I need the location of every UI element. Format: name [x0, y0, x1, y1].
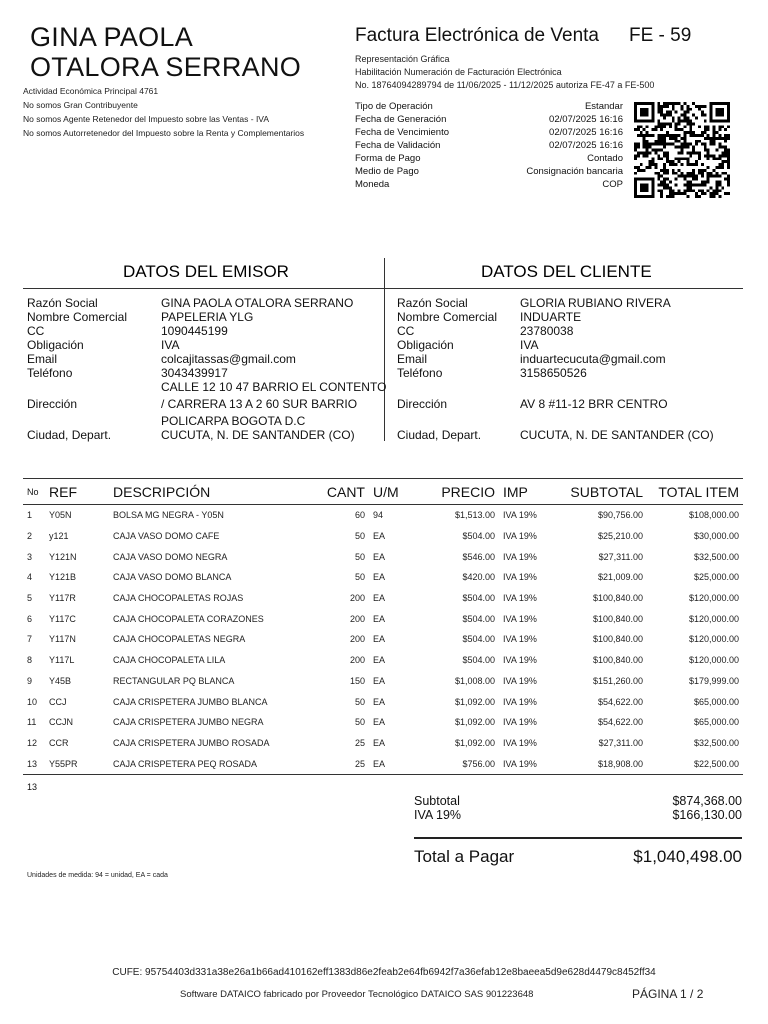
cell-imp: IVA 19% — [499, 753, 555, 774]
col-desc: DESCRIPCIÓN — [109, 479, 321, 505]
cell-cant: 50 — [354, 717, 365, 728]
meta-value: Consignación bancaria — [526, 166, 623, 177]
cell-cant: 50 — [354, 531, 365, 542]
subtotal-value: $874,368.00 — [672, 794, 742, 808]
meta-row — [355, 126, 623, 139]
meta-value: COP — [602, 179, 623, 190]
cell-precio: $1,008.00 — [454, 675, 495, 686]
table-row — [23, 505, 743, 526]
issuer-info-line: Actividad Económica Principal 4761 — [23, 86, 159, 96]
cell-ref: Y45B — [49, 675, 72, 686]
resolution-text: No. 18764094289794 de 11/06/2025 - 11/12/2025 autoriza FE-47 a FE-500 — [355, 80, 655, 90]
items-table — [23, 478, 743, 775]
cell-no: 12 — [27, 737, 38, 748]
cell-ref: CCJ — [49, 696, 67, 707]
cell-no: 1 — [27, 510, 33, 521]
label: Obligación — [397, 338, 454, 352]
cell-um: EA — [373, 551, 386, 562]
cell-subtotal: $54,622.00 — [597, 696, 643, 707]
cell-um: EA — [373, 531, 386, 542]
table-row — [23, 629, 743, 650]
cell-precio: $1,092.00 — [454, 737, 495, 748]
label: Ciudad, Depart. — [27, 428, 112, 442]
table-row — [23, 526, 743, 547]
cell-total: $120,000.00 — [688, 634, 739, 645]
cell-imp: IVA 19% — [503, 593, 537, 604]
table-row — [23, 671, 743, 692]
cell-desc: CAJA CRISPETERA JUMBO ROSADA — [113, 737, 270, 748]
section-divider — [23, 288, 743, 289]
emitter-direccion-3: POLICARPA BOGOTA D.C — [161, 414, 306, 428]
cell-desc: CAJA VASO DOMO CAFE — [113, 531, 220, 542]
cell-total: $65,000.00 — [693, 696, 739, 707]
cell-no: 7 — [27, 634, 33, 645]
table-header — [23, 479, 743, 505]
client-obligacion: IVA — [520, 338, 539, 352]
meta-row — [355, 113, 623, 126]
cell-no: 9 — [27, 675, 33, 686]
col-no: No — [23, 479, 45, 505]
cell-cant: 200 — [349, 655, 365, 666]
invoice-subtitle — [355, 53, 654, 92]
label: Dirección — [27, 397, 78, 411]
client-ciudad: CUCUTA, N. DE SANTANDER (CO) — [520, 428, 714, 442]
cell-no: 11 — [27, 717, 37, 728]
cell-imp: IVA 19% — [503, 696, 537, 707]
cell-precio: $504.00 — [462, 593, 495, 604]
qr-code-icon — [634, 102, 730, 198]
subtotal-label: Subtotal — [414, 794, 460, 808]
cell-total: $32,500.00 — [693, 737, 739, 748]
label: Dirección — [397, 397, 448, 411]
meta-value: 02/07/2025 16:16 — [549, 127, 623, 138]
issuer-info — [23, 84, 304, 140]
cell-total: $25,000.00 — [693, 572, 739, 583]
meta-label: Medio de Pago — [355, 166, 419, 177]
column-divider — [384, 258, 385, 441]
emitter-heading: DATOS DEL EMISOR — [123, 262, 289, 281]
table-row — [23, 733, 743, 754]
emitter-ciudad: CUCUTA, N. DE SANTANDER (CO) — [161, 428, 355, 442]
cell-ref: Y05N — [49, 510, 72, 521]
cell-imp: IVA 19% — [503, 655, 537, 666]
iva-label: IVA 19% — [414, 808, 462, 822]
label: Ciudad, Depart. — [397, 428, 482, 442]
client-telefono: 3158650526 — [520, 366, 587, 380]
cell-um: EA — [373, 717, 386, 728]
grand-total — [414, 847, 742, 867]
client-razon: GLORIA RUBIANO RIVERA — [520, 296, 671, 310]
meta-value: 02/07/2025 16:16 — [549, 140, 623, 151]
emitter-section — [27, 296, 387, 446]
col-precio: PRECIO — [421, 479, 499, 505]
cell-imp: IVA 19% — [503, 510, 537, 521]
cell-total: $120,000.00 — [688, 655, 739, 666]
cell-um: EA — [373, 593, 386, 604]
cell-total: $108,000.00 — [688, 510, 739, 521]
cell-cant: 25 — [321, 753, 369, 774]
meta-label: Fecha de Generación — [355, 114, 447, 125]
cell-um: EA — [373, 737, 386, 748]
cell-precio: $1,513.00 — [454, 510, 495, 521]
client-comercial: INDUARTE — [520, 310, 582, 324]
cell-no: 5 — [27, 593, 33, 604]
cell-subtotal: $100,840.00 — [592, 613, 643, 624]
cell-cant: 200 — [349, 634, 365, 645]
units-note: Unidades de medida: 94 = unidad, EA = cada — [27, 872, 168, 879]
meta-value: 02/07/2025 16:16 — [549, 114, 623, 125]
client-direccion: AV 8 #11-12 BRR CENTRO — [520, 397, 668, 411]
totals-section — [414, 794, 742, 822]
cell-desc: CAJA CHOCOPALETAS ROJAS — [113, 593, 244, 604]
label: Email — [27, 352, 58, 366]
cell-desc: CAJA CHOCOPALETAS NEGRA — [113, 634, 246, 645]
table-row — [23, 712, 743, 733]
cell-imp: IVA 19% — [503, 737, 537, 748]
meta-row — [355, 165, 623, 178]
table-row — [23, 753, 743, 774]
cell-no: 8 — [27, 655, 33, 666]
meta-row — [355, 139, 623, 152]
label: Teléfono — [397, 366, 443, 380]
label: Nombre Comercial — [27, 310, 128, 324]
cell-ref: Y117R — [49, 593, 76, 604]
meta-row — [355, 100, 623, 113]
col-cant: CANT — [321, 479, 369, 505]
cell-cant: 150 — [349, 675, 365, 686]
cell-subtotal: $18,908.00 — [555, 753, 647, 774]
page-indicator: PÁGINA 1 / 2 — [632, 987, 704, 1001]
emitter-razon: GINA PAOLA OTALORA SERRANO — [161, 296, 354, 310]
representation-text: Representación Gráfica — [355, 54, 450, 64]
cell-precio: $504.00 — [462, 531, 495, 542]
client-heading: DATOS DEL CLIENTE — [481, 262, 652, 281]
cell-um: 94 — [373, 510, 384, 521]
label: Razón Social — [27, 296, 98, 310]
cell-cant: 25 — [354, 737, 365, 748]
cell-subtotal: $151,260.00 — [592, 675, 643, 686]
table-row — [23, 588, 743, 609]
invoice-title: Factura Electrónica de Venta — [355, 25, 599, 46]
cell-um: EA — [369, 753, 421, 774]
invoice-number: FE - 59 — [629, 25, 692, 46]
cell-precio: $756.00 — [421, 753, 499, 774]
meta-row — [355, 152, 623, 165]
label: Teléfono — [27, 366, 73, 380]
emitter-direccion-1: CALLE 12 10 47 BARRIO EL CONTENTO — [161, 380, 387, 394]
cell-subtotal: $27,311.00 — [598, 551, 643, 562]
cell-subtotal: $54,622.00 — [597, 717, 643, 728]
cell-subtotal: $21,009.00 — [597, 572, 643, 583]
cell-ref: CCR — [49, 737, 69, 748]
meta-value: Contado — [587, 153, 623, 164]
cell-precio: $504.00 — [462, 655, 495, 666]
cell-subtotal: $27,311.00 — [598, 737, 643, 748]
issuer-info-line: No somos Autorretenedor del Impuesto sobre la Renta y Complementarios — [23, 128, 305, 138]
cell-no: 3 — [27, 551, 33, 562]
cell-desc: CAJA CRISPETERA JUMBO BLANCA — [113, 696, 268, 707]
issuer-name — [30, 22, 301, 82]
total-divider — [414, 837, 742, 839]
col-imp: IMP — [499, 479, 555, 505]
cell-total: $179,999.00 — [688, 675, 739, 686]
cell-precio: $546.00 — [462, 551, 495, 562]
cell-cant: 200 — [349, 613, 365, 624]
cell-desc: CAJA VASO DOMO NEGRA — [113, 551, 228, 562]
cell-um: EA — [373, 696, 386, 707]
label: Razón Social — [397, 296, 468, 310]
cell-imp: IVA 19% — [503, 551, 537, 562]
cell-precio: $1,092.00 — [454, 696, 495, 707]
cell-ref: Y117N — [49, 634, 76, 645]
cell-um: EA — [373, 613, 386, 624]
meta-label: Moneda — [355, 179, 390, 190]
issuer-info-line: No somos Agente Retenedor del Impuesto sobre las Ventas - IVA — [23, 114, 270, 124]
cell-ref: y121 — [49, 531, 69, 542]
cell-um: EA — [373, 634, 386, 645]
table-row — [23, 650, 743, 671]
issuer-name-line2: OTALORA SERRANO — [30, 52, 302, 82]
col-ref: REF — [45, 479, 109, 505]
cell-um: EA — [373, 655, 386, 666]
cell-total: $30,000.00 — [693, 531, 739, 542]
grand-total-value: $1,040,498.00 — [633, 847, 742, 866]
cell-um: EA — [373, 675, 386, 686]
meta-label: Fecha de Validación — [355, 140, 441, 151]
cell-no: 4 — [27, 572, 33, 583]
habilitation-text: Habilitación Numeración de Facturación Electrónica — [355, 67, 562, 77]
cell-um: EA — [373, 572, 386, 583]
cell-precio: $420.00 — [462, 572, 495, 583]
cell-total: $32,500.00 — [693, 551, 739, 562]
cufe-text: CUFE: 95754403d331a38e26a1b66ad410162eff1383d86e2feab2e64fb6942f7a36efab12e8baeea5d9e628d4479c8452ff34 — [112, 967, 656, 978]
cell-precio: $504.00 — [462, 613, 495, 624]
cell-no: 10 — [27, 696, 38, 707]
label: Obligación — [27, 338, 84, 352]
cell-imp: IVA 19% — [503, 613, 537, 624]
cell-desc: CAJA CRISPETERA PEQ ROSADA — [109, 753, 321, 774]
meta-value: Estandar — [584, 101, 623, 112]
issuer-info-line: No somos Gran Contribuyente — [23, 100, 138, 110]
cell-cant: 50 — [354, 572, 365, 583]
cell-ref: CCJN — [49, 717, 73, 728]
label: CC — [397, 324, 415, 338]
cell-precio: $1,092.00 — [454, 717, 495, 728]
cell-desc: CAJA CHOCOPALETA LILA — [113, 655, 226, 666]
cell-ref: Y55PR — [45, 753, 109, 774]
cell-desc: CAJA CRISPETERA JUMBO NEGRA — [113, 717, 264, 728]
emitter-direccion-2: / CARRERA 13 A 2 60 SUR BARRIO — [161, 397, 358, 411]
emitter-comercial: PAPELERIA YLG — [161, 310, 254, 324]
grand-total-label: Total a Pagar — [414, 847, 515, 866]
col-total: TOTAL ITEM — [647, 479, 743, 505]
meta-row — [355, 178, 623, 191]
client-section — [397, 296, 742, 446]
cell-subtotal: $100,840.00 — [592, 593, 643, 604]
emitter-telefono: 3043439917 — [161, 366, 228, 380]
cell-cant: 50 — [354, 696, 365, 707]
label: Email — [397, 352, 428, 366]
cell-ref: Y117L — [49, 655, 75, 666]
cell-subtotal: $90,756.00 — [597, 510, 643, 521]
table-row — [23, 691, 743, 712]
meta-label: Fecha de Vencimiento — [355, 127, 450, 138]
cell-desc: CAJA CHOCOPALETA CORAZONES — [113, 613, 264, 624]
cell-imp: IVA 19% — [503, 634, 537, 645]
cell-ref: Y121B — [49, 572, 77, 583]
cell-precio: $504.00 — [462, 634, 495, 645]
client-email: induartecucuta@gmail.com — [520, 352, 666, 366]
iva-value: $166,130.00 — [672, 808, 742, 822]
table-row — [23, 608, 743, 629]
cell-total: $22,500.00 — [647, 753, 743, 774]
cell-no: 13 — [23, 753, 45, 774]
cell-imp: IVA 19% — [503, 572, 537, 583]
invoice-meta — [355, 100, 623, 191]
cell-desc: CAJA VASO DOMO BLANCA — [113, 572, 232, 583]
emitter-obligacion: IVA — [161, 338, 180, 352]
cell-ref: Y117C — [49, 613, 76, 624]
table-row — [23, 546, 743, 567]
cell-ref: Y121N — [49, 551, 77, 562]
cell-no: 2 — [27, 531, 33, 542]
cell-cant: 50 — [354, 551, 365, 562]
cell-total: $120,000.00 — [688, 593, 739, 604]
meta-label: Tipo de Operación — [355, 101, 433, 112]
cell-subtotal: $25,210.00 — [597, 531, 643, 542]
label: CC — [27, 324, 45, 338]
cell-imp: IVA 19% — [503, 675, 537, 686]
cell-imp: IVA 19% — [503, 531, 537, 542]
cell-total: $120,000.00 — [688, 613, 739, 624]
col-subtotal: SUBTOTAL — [555, 479, 647, 505]
iva-row — [414, 808, 742, 822]
meta-label: Forma de Pago — [355, 153, 421, 164]
cell-cant: 60 — [354, 510, 365, 521]
client-cc: 23780038 — [520, 324, 574, 338]
cell-subtotal: $100,840.00 — [592, 655, 643, 666]
cell-imp: IVA 19% — [503, 717, 537, 728]
cell-cant: 200 — [349, 593, 365, 604]
cell-total: $65,000.00 — [693, 717, 739, 728]
cell-no: 6 — [27, 613, 33, 624]
label: Nombre Comercial — [397, 310, 498, 324]
cell-desc: BOLSA MG NEGRA - Y05N — [113, 510, 224, 521]
table-row — [23, 567, 743, 588]
cell-subtotal: $100,840.00 — [592, 634, 643, 645]
cell-desc: RECTANGULAR PQ BLANCA — [113, 675, 235, 686]
emitter-cc: 1090445199 — [161, 324, 228, 338]
emitter-email: colcajitassas@gmail.com — [161, 352, 296, 366]
subtotal-row — [414, 794, 742, 808]
software-text: Software DATAICO fabricado por Proveedor Tecnológico DATAICO SAS 901223648 — [180, 989, 534, 1000]
issuer-name-line1: GINA PAOLA — [30, 22, 194, 52]
item-count: 13 — [27, 782, 38, 792]
col-um: U/M — [369, 479, 421, 505]
